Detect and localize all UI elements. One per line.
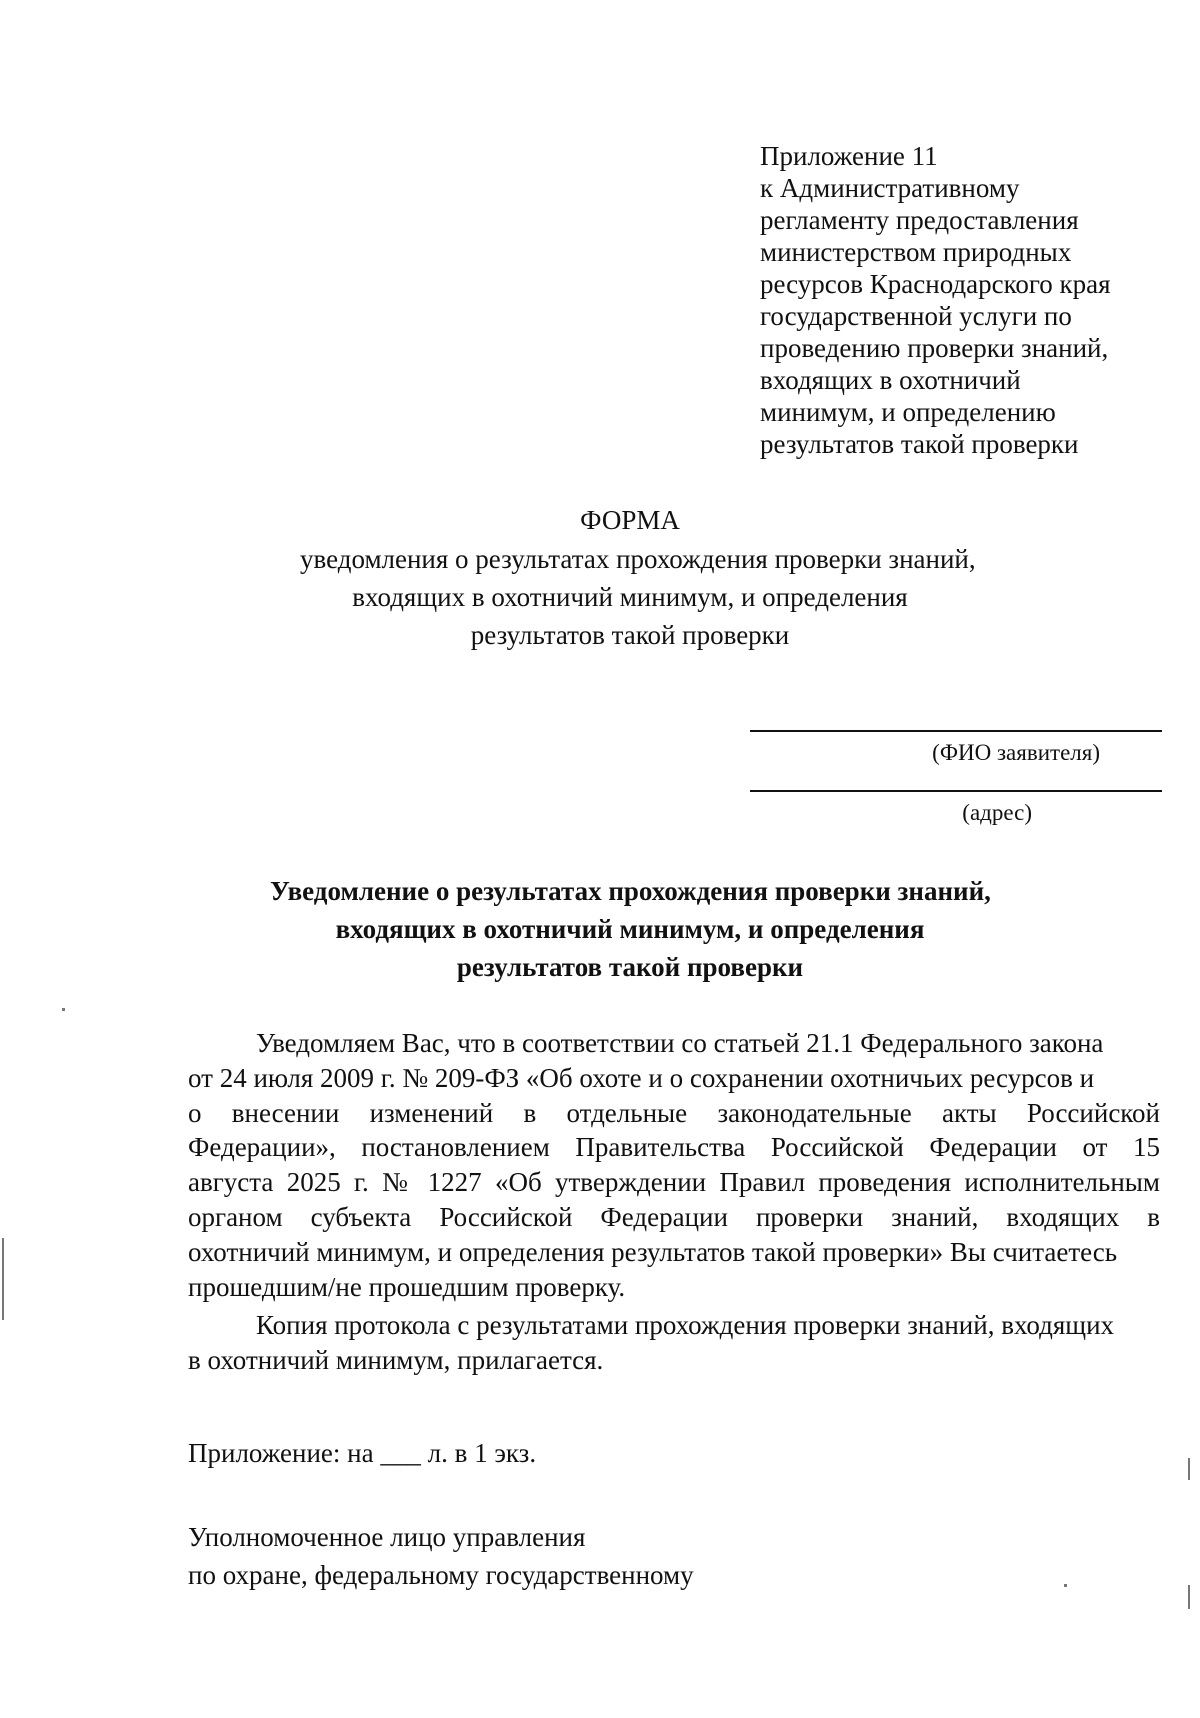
scan-edge-mark — [1188, 1458, 1190, 1480]
form-subtitle-line: уведомления о результатах прохождения проверки знаний, — [300, 544, 976, 574]
applicant-name-caption: (ФИО заявителя) — [932, 740, 1100, 765]
form-subtitle-line: результатов такой проверки — [470, 620, 790, 650]
signatory-line: по охране, федеральному государственному — [188, 1560, 694, 1590]
paragraph-line: о внесении изменений в отдельные законодательные акты Российской — [188, 1097, 1160, 1128]
notice-title-line: входящих в охотничий минимум, и определения — [335, 914, 925, 944]
paragraph-line: августа 2025 г. № 1227 «Об утверждении Правил проведения исполнительным — [188, 1167, 1160, 1198]
paragraph-line: от 24 июля 2009 г. № 209-ФЗ «Об охоте и о сохранении охотничьих ресурсов и — [188, 1062, 1095, 1093]
appendix-line: проведению проверки знаний, — [760, 333, 1109, 363]
paragraph-line: прошедшим/не прошедшим проверку. — [188, 1271, 626, 1302]
appendix-line: к Административному — [760, 173, 1020, 203]
notice-title-line: результатов такой проверки — [456, 952, 804, 982]
appendix-line: результатов такой проверки — [760, 429, 1079, 459]
appendix-line: министерством природных — [760, 237, 1072, 267]
appendix-line: входящих в охотничий — [760, 365, 1021, 395]
appendix-line: государственной услуги по — [760, 301, 1072, 331]
attachment-line: Приложение: на ___ л. в 1 экз. — [188, 1438, 537, 1468]
form-subtitle-line: входящих в охотничий минимум, и определения — [352, 582, 908, 612]
appendix-line: ресурсов Краснодарского края — [760, 269, 1111, 299]
notice-paragraph — [188, 1026, 1160, 1304]
signatory-block — [188, 1518, 694, 1594]
signatory-line: Уполномоченное лицо управления — [188, 1522, 586, 1552]
paragraph-line: органом субъекта Российской Федерации проверки знаний, входящих в — [188, 1201, 1160, 1232]
applicant-address-field[interactable] — [750, 790, 1162, 828]
notice-title — [270, 872, 990, 986]
paragraph-line: Уведомляем Вас, что в соответствии со статьей 21.1 Федерального закона — [256, 1028, 1104, 1058]
scan-edge-mark — [1188, 1585, 1190, 1609]
scan-edge-mark — [2, 1238, 4, 1320]
scan-dot — [62, 1008, 65, 1011]
applicant-name-line — [750, 730, 1162, 732]
appendix-line: Приложение 11 — [760, 141, 938, 171]
form-subtitle — [300, 540, 976, 654]
protocol-copy-paragraph — [188, 1308, 1160, 1378]
applicant-address-line — [750, 790, 1162, 792]
notice-title-line: Уведомление о результатах прохождения проверки знаний, — [270, 876, 991, 906]
paragraph-line: Копия протокола с результатами прохождения проверки знаний, входящих — [256, 1310, 1115, 1340]
paragraph-line: в охотничий минимум, прилагается. — [188, 1344, 604, 1375]
applicant-name-field[interactable] — [750, 730, 1162, 768]
appendix-line: минимум, и определению — [760, 397, 1056, 427]
paragraph-line: Федерации», постановлением Правительства Российской Федерации от 15 — [188, 1132, 1160, 1163]
appendix-line: регламенту предоставления — [760, 205, 1079, 235]
scan-dot — [1064, 1584, 1067, 1587]
appendix-header — [760, 140, 1180, 460]
paragraph-line: охотничий минимум, и определения результатов такой проверки» Вы считаетесь — [188, 1236, 1118, 1267]
applicant-address-caption: (адрес) — [962, 800, 1032, 825]
form-title: ФОРМА — [580, 505, 680, 535]
